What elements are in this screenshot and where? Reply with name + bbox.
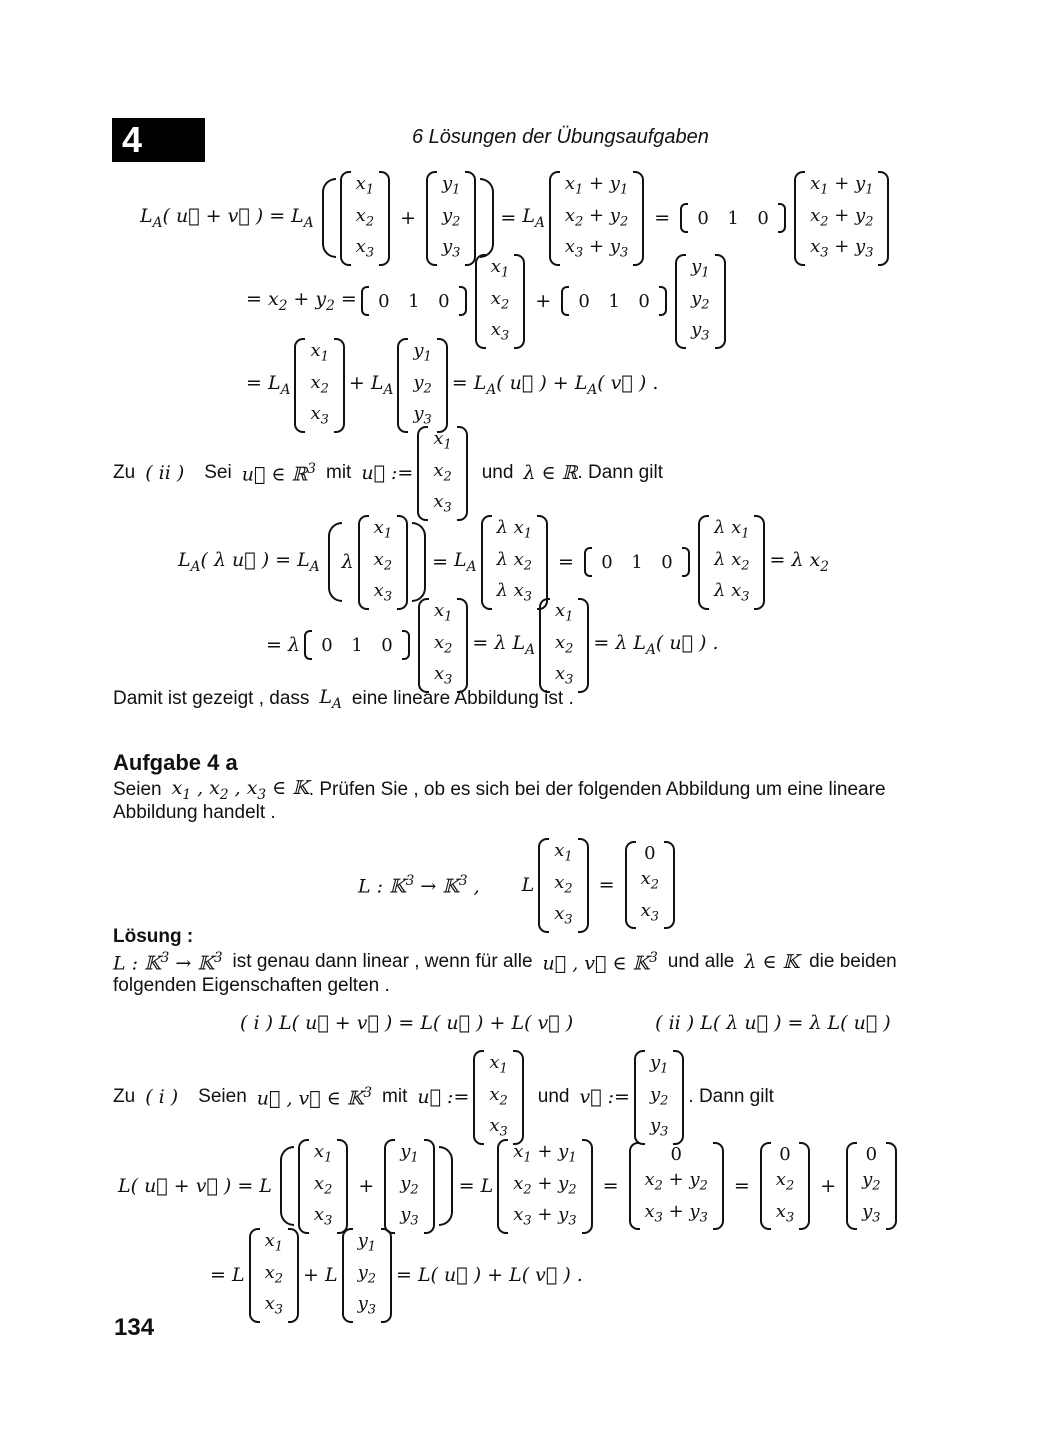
- part-label: ( i ): [145, 1086, 179, 1109]
- solution-text-a: ist genau dann linear , wenn für alle: [232, 951, 533, 973]
- sei-word: Sei: [204, 462, 232, 484]
- part-ii-intro: Zu ( ii ) Sei u⃗ ∈ ℝ$^3$ mit u⃗ := $x_1$ $x_2$ $x_3$ und λ ∈ ℝ . Dann gilt: [113, 426, 663, 521]
- equation-additivity-l-line1: L( u⃗ + v⃗ ) = L $x_1$ $x_2$ $x_3$ + $y_1$ $y_2$ $y_3$ = L $x_1 + y_1$ $x_2 + y_2$ $x_3 + y_3$ = 0 $x_2 + y_2$ $x_3 + y_3$ = 0 $x_2$ $x_3$ + 0 $y_2$ $y_3$: [118, 1139, 901, 1234]
- conclusion-prefix: Damit ist gezeigt , dass: [113, 687, 310, 709]
- equation-additivity-l-line2: = L $x_1$ $x_2$ $x_3$ + L $y_1$ $y_2$ $y_3$ = L( u⃗ ) + L( v⃗ ) .: [210, 1228, 583, 1323]
- equation-homogeneity-la-line2: = λ 0 1 0 $x_1$ $x_2$ $x_3$ = λ $L_A$ $x_1$ $x_2$ $x_3$ = λ $L_A$( u⃗ ) .: [266, 598, 719, 693]
- solution-text-b: und alle: [667, 951, 735, 973]
- exercise-statement-rest: . Prüfen Sie , ob es sich bei der folgenden Abbildung um eine lineare: [308, 778, 886, 800]
- zu-label: Zu: [113, 462, 136, 484]
- exercise-statement-line1: Seien $x_1$ , $x_2$ , $x_3$ ∈ 𝕂 . Prüfen Sie , ob es sich bei der folgenden Abbildung um eine lineare: [113, 777, 886, 803]
- exercise-title: Aufgabe 4 a: [113, 750, 238, 775]
- equation-additivity-la-line3: = $L_A$ $x_1$ $x_2$ $x_3$ + $L_A$ $y_1$ $y_2$ $y_3$ = $L_A$( u⃗ ) + $L_A$( v⃗ ) .: [246, 338, 658, 433]
- conclusion-line: Damit ist gezeigt , dass $L_A$ eine lineare Abbildung ist .: [113, 686, 574, 712]
- solution-text-c: die beiden: [809, 951, 897, 973]
- equation-homogeneity-la-line1: $L_A$( λ u⃗ ) = $L_A$ λ $x_1$ $x_2$ $x_3$ = $L_A$ λ $x_1$ λ $x_2$ λ $x_3$ = 0 1 0 λ $x_1$ λ $x_2$ λ $x_3$ = λ $x_2$: [178, 515, 829, 610]
- page-number: 134: [114, 1314, 155, 1341]
- part-i-intro: Zu ( i ) Seien u⃗ , v⃗ ∈ 𝕂$^3$ mit u⃗ := $x_1$ $x_2$ $x_3$ und v⃗ := $y_1$ $y_2$ $y_3$ . Dann gilt: [113, 1050, 774, 1145]
- dann-gilt: . Dann gilt: [577, 462, 663, 484]
- part-label: ( ii ): [145, 462, 185, 485]
- solution-line1: L : 𝕂$^3$ → 𝕂$^3$ ist genau dann linear , wenn für alle u⃗ , v⃗ ∈ 𝕂$^3$ und alle λ ∈ 𝕂 die beiden: [113, 950, 897, 975]
- linearity-properties: ( i ) L( u⃗ + v⃗ ) = L( u⃗ ) + L( v⃗ ) ( ii ) L( λ u⃗ ) = λ L( u⃗ ): [240, 1012, 891, 1034]
- conclusion-suffix: eine lineare Abbildung ist .: [351, 687, 574, 709]
- und-word: und: [537, 1086, 570, 1108]
- exercise-statement-line2: Abbildung handelt .: [113, 802, 276, 823]
- dann-gilt: . Dann gilt: [688, 1086, 774, 1108]
- equation-additivity-la-line2: = $x_2 + y_2$ = 0 1 0 $x_1$ $x_2$ $x_3$ + 0 1 0 $y_1$ $y_2$ $y_3$: [246, 254, 730, 349]
- solution-title: Lösung :: [113, 926, 194, 947]
- seien-word: Seien: [113, 778, 162, 800]
- mit-word: mit: [326, 462, 352, 484]
- seien-word: Seien: [198, 1086, 247, 1108]
- equation-additivity-la-line1: $L_A$( u⃗ + v⃗ ) = $L_A$ $x_1$ $x_2$ $x_3$ + $y_1$ $y_2$ $y_3$ = $L_A$ $x_1 + y_1$ $x_2 + y_2$ $x_3 + y_3$ = 0 1 0 $x_1 + y_1$ $x_2 + y_2$ $x_3 + y_3$: [140, 171, 893, 266]
- und-word: und: [481, 462, 514, 484]
- equation-map-definition: L : 𝕂$^3$ → 𝕂$^3$ , L $x_1$ $x_2$ $x_3$ = 0 $x_2$ $x_3$: [358, 838, 679, 933]
- solution-line2: folgenden Eigenschaften gelten .: [113, 975, 390, 996]
- zu-label: Zu: [113, 1086, 136, 1108]
- mit-word: mit: [382, 1086, 408, 1108]
- chapter-number-box: 4: [112, 118, 205, 162]
- running-title: 6 Lösungen der Übungsaufgaben: [412, 126, 709, 148]
